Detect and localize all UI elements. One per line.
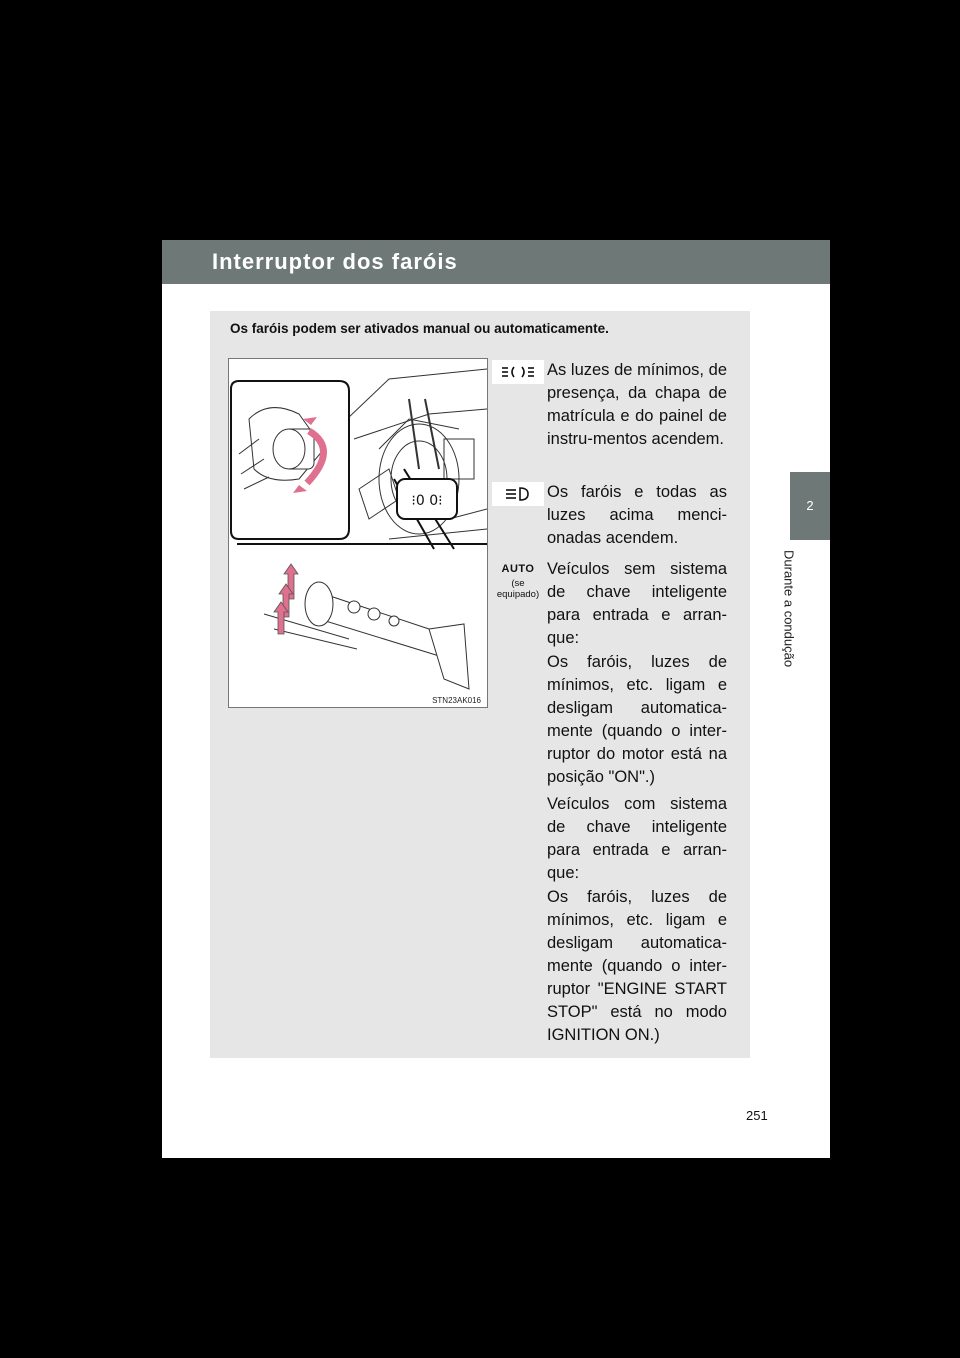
item-text-headlights: Os faróis e todas as luzes acima menci-onadas acendem. (547, 483, 727, 547)
title-bar (162, 240, 830, 284)
intro-text: Os faróis podem ser ativados manual ou automaticamente. (230, 321, 609, 336)
page-number: 251 (746, 1108, 768, 1123)
item-text-auto-3: Veículos com sistema de chave inteligente para entrada e arran-que: (547, 795, 727, 882)
headlight-icon (492, 482, 544, 506)
headlight-switch-figure (228, 358, 488, 708)
page-title: Interruptor dos faróis (212, 249, 458, 274)
content-box (210, 311, 750, 1058)
item-text-auto-1: Veículos sem sistema de chave inteligente para entrada e arran-que: (547, 560, 727, 647)
item-text-auto-4: Os faróis, luzes de mínimos, etc. ligam e desligam automatica-mente (quando o inter-ruptor "ENGINE START STOP" está no modo IGNITION ON.) (547, 888, 727, 1044)
switch-illustration (229, 359, 487, 707)
item-text-parking-lights: As luzes de mínimos, de presença, da chapa de matrícula e do painel de instru-mentos acendem. (547, 361, 727, 448)
parking-lights-icon (492, 360, 544, 384)
auto-icon: AUTO (se equipado) (496, 563, 540, 600)
chapter-tab: 2 (790, 472, 830, 540)
manual-page (162, 240, 830, 1158)
chapter-label: Durante a condução (781, 550, 797, 668)
item-text-auto-2: Os faróis, luzes de mínimos, etc. ligam e desligam automatica-mente (quando o inter-ruptor do motor está na posição "ON".) (547, 653, 727, 786)
figure-code: STN23AK016 (432, 696, 481, 705)
svg-text:⁝0 0⁝: ⁝0 0⁝ (411, 493, 443, 509)
